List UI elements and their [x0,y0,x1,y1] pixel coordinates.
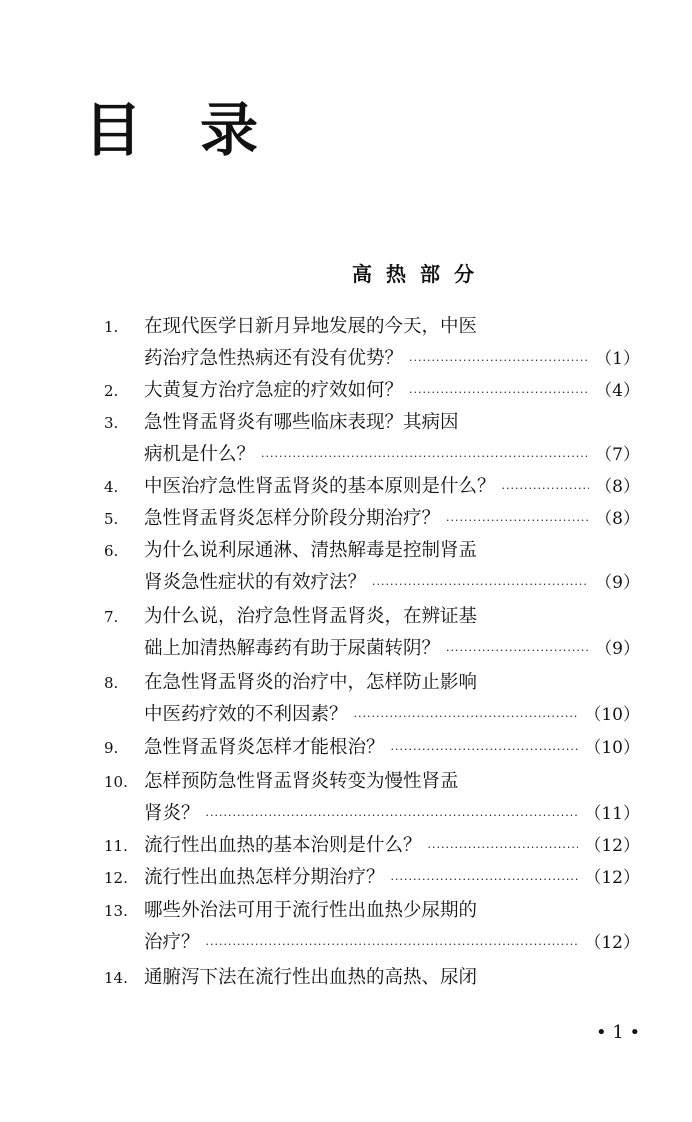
toc-entry-line [104,603,640,631]
entry-page: （12） [584,933,640,953]
toc-entry-line [104,832,640,860]
toc-entry-line [104,537,640,565]
dot-leader [391,866,579,894]
toc-entry-line [104,569,640,597]
entry-text: 通腑泻下法在流行性出血热的高热、尿闭 [144,967,478,988]
dot-leader [409,379,589,407]
toc-entry-line [104,768,640,796]
entry-number: 4. [104,478,119,496]
entry-page: （11） [584,804,640,824]
toc-entry-line [104,964,640,992]
entry-page: （12） [584,836,640,856]
dot-leader [391,736,579,764]
entry-text: 在急性肾盂肾炎的治疗中，怎样防止影响 [144,672,478,693]
toc-entry-line [104,505,640,533]
entry-number: 14. [104,969,128,987]
toc-title-char-2: 录 [200,96,259,164]
toc-entry-line [104,313,640,341]
entry-page: （7） [595,445,640,465]
entry-page: （10） [584,738,640,758]
entry-text: 中医药疗效的不利因素？ [144,704,348,725]
toc-entry-line [104,345,640,373]
entry-text: 为什么说利尿通淋、清热解毒是控制肾盂 [144,540,478,561]
toc-entry-line [104,864,640,892]
entry-number: 10. [104,773,128,791]
dot-leader [206,931,579,959]
entry-text: 病机是什么？ [144,444,256,465]
entry-number: 1. [104,318,119,336]
entry-text: 怎样预防急性肾盂肾炎转变为慢性肾盂 [144,771,459,792]
entry-page: （9） [595,639,640,659]
entry-number: 2. [104,382,119,400]
entry-page: （1） [595,349,640,369]
entry-text: 为什么说，治疗急性肾盂肾炎，在辨证基 [144,606,478,627]
entry-page: （12） [584,868,640,888]
dot-leader [354,703,579,731]
toc-entry-line [104,897,640,925]
entry-text: 肾炎？ [144,803,200,824]
entry-text: 础上加清热解毒药有助于尿菌转阴？ [144,638,441,659]
toc-entry-line [104,669,640,697]
entry-number: 8. [104,674,119,692]
entry-text: 急性肾盂肾炎怎样才能根治？ [144,737,385,758]
entry-text: 急性肾盂肾炎怎样分阶段分期治疗？ [144,508,441,529]
entry-number: 6. [104,542,119,560]
entry-number: 13. [104,902,128,920]
entry-page: （9） [595,573,640,593]
dot-leader [446,507,589,535]
entry-text: 中医治疗急性肾盂肾炎的基本原则是什么？ [144,476,496,497]
toc-title-char-1: 目 [84,96,143,164]
dot-leader [446,637,589,665]
toc-entry-line [104,800,640,828]
entry-number: 12. [104,869,128,887]
entry-number: 3. [104,414,119,432]
dot-leader [206,802,579,830]
entry-page: （10） [584,705,640,725]
toc-entry-line [104,929,640,957]
entry-number: 9. [104,739,119,757]
entry-text: 药治疗急性热病还有没有优势？ [144,348,404,369]
dot-leader [372,571,589,599]
entry-text: 治疗？ [144,932,200,953]
toc-entry-line [104,441,640,469]
entry-text: 流行性出血热的基本治则是什么？ [144,835,422,856]
entry-text: 急性肾盂肾炎有哪些临床表现？其病因 [144,412,459,433]
dot-leader [261,443,589,471]
entry-text: 大黄复方治疗急症的疗效如何？ [144,380,404,401]
toc-entry-line [104,734,640,762]
entry-number: 5. [104,510,119,528]
entry-text: 哪些外治法可用于流行性出血热少尿期的 [144,900,478,921]
entry-text: 肾炎急性症状的有效疗法？ [144,572,367,593]
entry-text: 在现代医学日新月异地发展的今天，中医 [144,316,478,337]
dot-leader [409,347,589,375]
toc-entry-line [104,377,640,405]
toc-entry-line [104,409,640,437]
page-number: • 1 • [596,1022,641,1043]
toc-entry-line [104,473,640,501]
entry-number: 7. [104,608,119,626]
section-heading: 高热部分 [352,262,488,286]
toc-entry-line [104,701,640,729]
entry-page: （8） [595,509,640,529]
entry-page: （8） [595,477,640,497]
entry-number: 11. [104,837,128,855]
entry-page: （4） [595,381,640,401]
entry-text: 流行性出血热怎样分期治疗？ [144,867,385,888]
dot-leader [502,475,590,503]
dot-leader [428,834,579,862]
toc-entry-line [104,635,640,663]
